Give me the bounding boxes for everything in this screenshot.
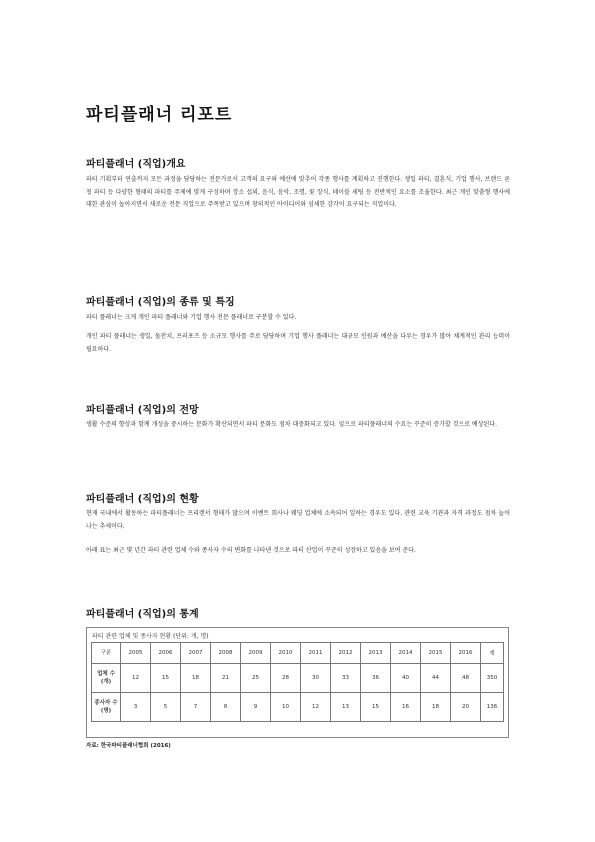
table-header-cell: 계 xyxy=(481,643,504,664)
table-row xyxy=(92,664,504,693)
table-cell: 8 xyxy=(211,693,241,722)
table-cell: 136 xyxy=(481,693,504,722)
section-paragraph-status-2: 아래 표는 최근 몇 년간 파티 관련 업체 수와 종사자 수의 변화를 나타낸 것으로 파티 산업이 꾸준히 성장하고 있음을 보여 준다. xyxy=(86,547,416,554)
table-cell: 40 xyxy=(391,664,421,693)
table-header-cell: 2006 xyxy=(151,643,181,664)
table-cell: 44 xyxy=(421,664,451,693)
table-cell: 3 xyxy=(121,693,151,722)
table-cell: 25 xyxy=(241,664,271,693)
table-header-cell: 2010 xyxy=(271,643,301,664)
table-source-note: 자료: 한국파티플래너협회 (2016) xyxy=(86,743,171,749)
table-cell: 9 xyxy=(241,693,271,722)
table-cell: 12 xyxy=(301,693,331,722)
table-cell: 13 xyxy=(331,693,361,722)
table-cell: 12 xyxy=(121,664,151,693)
table-cell: 33 xyxy=(331,664,361,693)
table-row xyxy=(92,693,504,722)
table-header-cell: 2005 xyxy=(121,643,151,664)
table-header-cell: 2013 xyxy=(361,643,391,664)
document-title: 파티플래너 리포트 xyxy=(86,105,233,125)
statistics-table xyxy=(91,642,504,722)
section-heading-outlook: 파티플래너 (직업)의 전망 xyxy=(86,405,199,416)
table-cell: 28 xyxy=(271,664,301,693)
table-cell: 350 xyxy=(481,664,504,693)
table-cell: 30 xyxy=(301,664,331,693)
statistics-table-box xyxy=(86,627,509,738)
section-heading-status: 파티플래너 (직업)의 현황 xyxy=(86,494,199,505)
table-cell: 15 xyxy=(151,664,181,693)
table-cell: 10 xyxy=(271,693,301,722)
table-cell: 48 xyxy=(451,664,481,693)
table-header-row xyxy=(92,643,504,664)
table-cell: 20 xyxy=(451,693,481,722)
section-paragraph-status-1: 현재 국내에서 활동하는 파티플래너는 프리랜서 형태가 많으며 이벤트 회사나 웨딩 업체에 소속되어 일하는 경우도 있다. 관련 교육 기관과 자격 과정도 점차 늘어나는 추세이다. xyxy=(86,510,510,530)
section-heading-overview: 파티플래너 (직업)개요 xyxy=(86,159,186,170)
table-row-label: 업체 수 (개) xyxy=(92,664,121,693)
table-header-cell: 2014 xyxy=(391,643,421,664)
table-cell: 36 xyxy=(361,664,391,693)
table-header-cell: 2011 xyxy=(301,643,331,664)
table-header-cell: 2012 xyxy=(331,643,361,664)
table-cell: 5 xyxy=(151,693,181,722)
table-cell: 7 xyxy=(181,693,211,722)
section-paragraph-types-1: 파티 플래너는 크게 개인 파티 플래너와 기업 행사 전문 플래너로 구분할 수 있다. xyxy=(86,314,297,321)
table-cell: 21 xyxy=(211,664,241,693)
table-cell: 15 xyxy=(361,693,391,722)
table-cell: 18 xyxy=(421,693,451,722)
table-header-cell: 2007 xyxy=(181,643,211,664)
section-heading-statistics: 파티플래너 (직업)의 통계 xyxy=(86,609,199,620)
table-header-cell: 2015 xyxy=(421,643,451,664)
table-header-cell: 2008 xyxy=(211,643,241,664)
table-row-label: 종사자 수 (명) xyxy=(92,693,121,722)
section-paragraph-overview: 파티 기획부터 연출까지 모든 과정을 담당하는 전문가로서 고객의 요구와 예산에 맞추어 각종 행사를 계획하고 진행한다. 생일 파티, 결혼식, 기업 행사, 브랜드 론칭 파티 등 다양한 형태의 파티를 주제에 맞게 구성하며 장소 섭외, 음식, 음악, 조명, 꽃 장식, 테이블 세팅 등 전반적인 요소를 조율한다. 최근 개인 맞춤형 행사에 대한 관심이 높아지면서 새로운 전문 직업으로 주목받고 있으며 창의적인 아이디어와 섬세한 감각이 요구되는 직업이다. xyxy=(86,176,510,208)
section-heading-types: 파티플래너 (직업)의 종류 및 특징 xyxy=(86,297,235,308)
table-cell: 16 xyxy=(391,693,421,722)
table-cell: 18 xyxy=(181,664,211,693)
table-header-cell: 2009 xyxy=(241,643,271,664)
section-paragraph-outlook: 생활 수준의 향상과 함께 개성을 중시하는 문화가 확산되면서 파티 문화도 점차 대중화되고 있다. 앞으로 파티플래너의 수요는 꾸준히 증가할 것으로 예상된다. xyxy=(86,421,497,428)
table-caption: 파티 관련 업체 및 종사자 현황 (단위: 개, 명) xyxy=(92,633,209,640)
table-header-cell: 구분 xyxy=(92,643,121,664)
table-header-cell: 2016 xyxy=(451,643,481,664)
section-paragraph-types-2: 개인 파티 플래너는 생일, 돌잔치, 프러포즈 등 소규모 행사를 주로 담당하며 기업 행사 플래너는 대규모 인원과 예산을 다루는 경우가 많아 체계적인 관리 능력이 필요하다. xyxy=(86,333,510,353)
